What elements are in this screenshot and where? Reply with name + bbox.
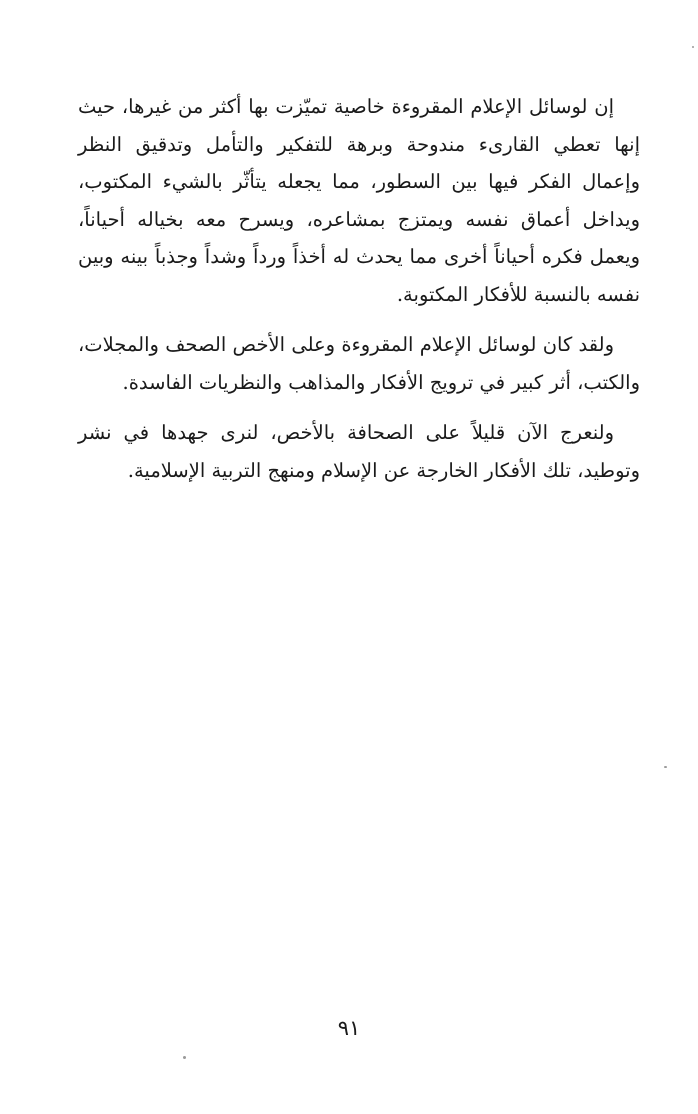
paragraph-3: ولنعرج الآن قليلاً على الصحافة بالأخص، لنرى جهدها في نشر وتوطيد، تلك الأفكار الخارجة عن الإسلام ومنهج التربية الإسلامية. <box>78 421 640 482</box>
paragraph-2: ولقد كان لوسائل الإعلام المقروءة وعلى الأخص الصحف والمجلات، والكتب، أثر كبير في ترويج الأفكار والمذاهب والنظريات الفاسدة. <box>78 333 640 394</box>
page-number: ٩١ <box>337 1016 361 1040</box>
scan-speck <box>664 766 667 768</box>
body-text <box>78 88 640 502</box>
scan-speck <box>183 1056 186 1059</box>
paragraph-1: إن لوسائل الإعلام المقروءة خاصية تميّزت بها أكثر من غيرها، حيث إنها تعطي القارىء مندوحة وبرهة للتفكير والتأمل وتدقيق النظر وإعمال الفكر فيها بين السطور، مما يجعله يتأثّر بالشيء المكتوب، ويداخل أعماق نفسه ويمتزج بمشاعره، ويسرح معه بخياله أحياناً، ويعمل فكره أحياناً أخرى مما يحدث له أخذاً ورداً وشداً وجذباً بينه وبين نفسه بالنسبة للأفكار المكتوبة. <box>78 95 640 306</box>
scan-speck <box>692 46 694 48</box>
